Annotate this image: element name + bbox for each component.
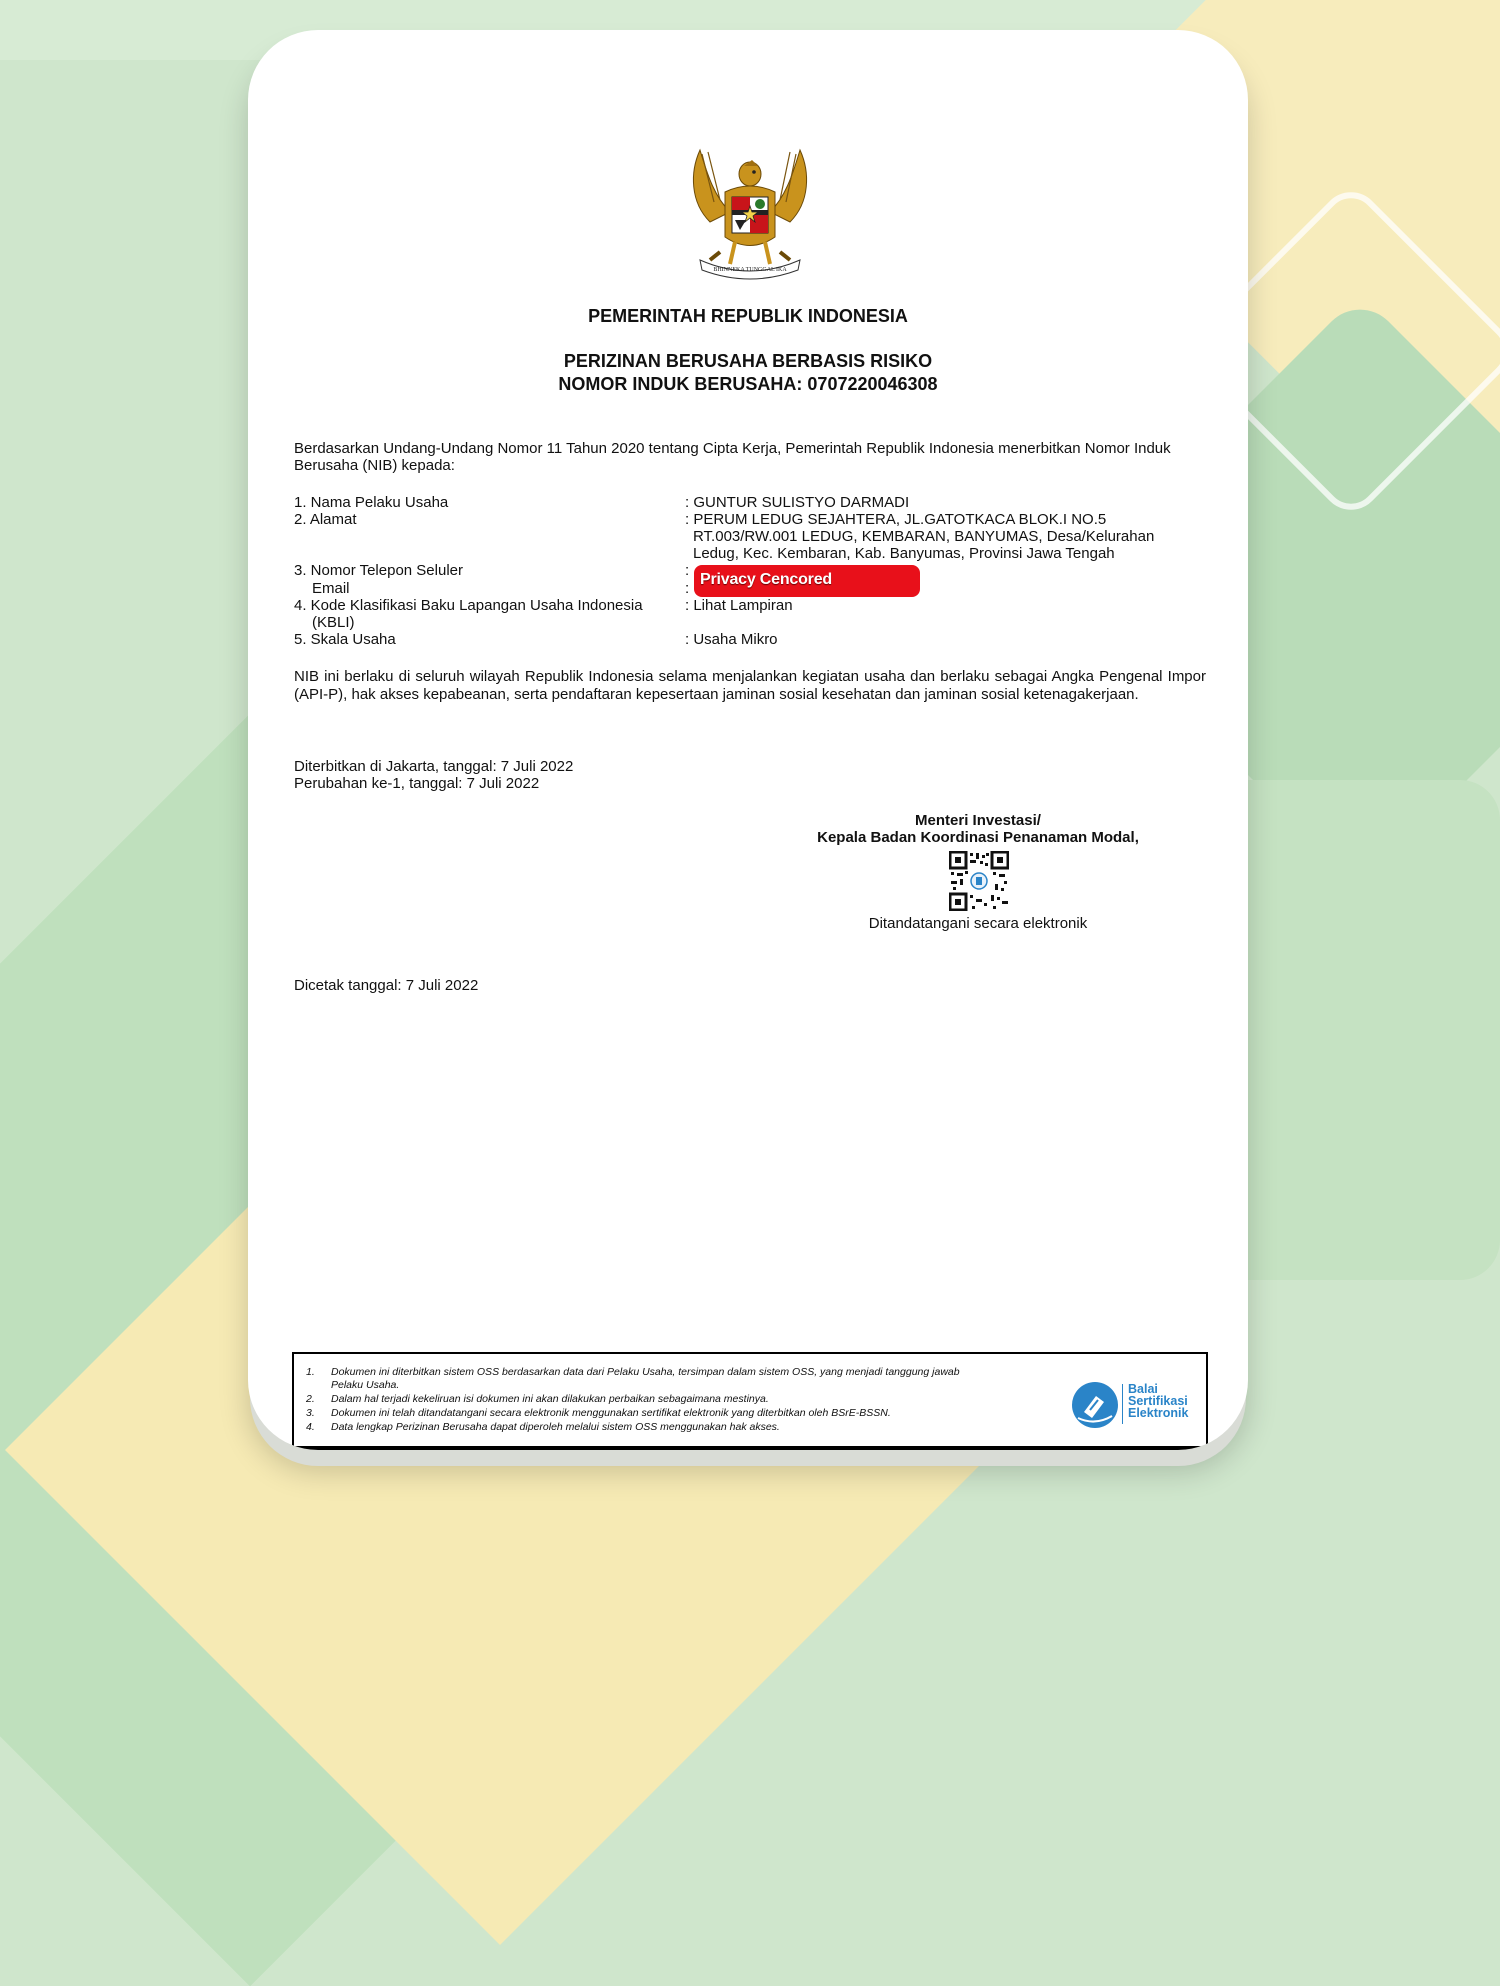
bsre-line-3: Elektronik [1128,1406,1189,1420]
footnote-3-number: 3. [306,1407,315,1419]
signatory-title-1: Menteri Investasi/ [915,812,1041,829]
intro-paragraph: Berdasarkan Undang-Undang Nomor 11 Tahun 2020 tentang Cipta Kerja, Pemerintah Republik Indonesia menerbitkan Nomor Induk Berusaha (NIB) kepada: [294,440,1171,474]
field-label-alamat: 2. Alamat [294,511,357,528]
footnote-1-number: 1. [306,1366,315,1378]
field-value-alamat-3: Ledug, Kec. Kembaran, Kab. Banyumas, Provinsi Jawa Tengah [693,545,1115,562]
document-card [248,30,1248,1450]
field-value-kbli: : Lihat Lampiran [685,597,793,614]
validity-paragraph: NIB ini berlaku di seluruh wilayah Republik Indonesia selama menjalankan kegiatan usaha dan berlaku sebagai Angka Pengenal Impor (API-P), hak akses kepabeanan, serta pendaftaran kepesertaan jaminan sosial kesehatan dan jaminan sosial ketenagakerjaan. [294,668,1206,703]
footnote-box [292,1352,1208,1448]
printed-date: Dicetak tanggal: 7 Juli 2022 [294,977,479,994]
field-value-skala: : Usaha Mikro [685,631,778,648]
garuda-emblem [680,142,820,287]
field-label-telepon: 3. Nomor Telepon Seluler [294,562,463,579]
government-heading: PEMERINTAH REPUBLIK INDONESIA [588,306,908,326]
qr-code [949,851,1009,911]
field-value-telepon: : [685,562,690,579]
footnote-3-text: Dokumen ini telah ditandatangani secara elektronik menggunakan sertifikat elektronik yang diterbitkan oleh BSrE-BSSN. [331,1407,891,1419]
field-value-alamat-2: RT.003/RW.001 LEDUG, KEMBARAN, BANYUMAS, Desa/Kelurahan [693,528,1155,545]
field-value-email: : [685,580,690,597]
field-label-email: Email [312,580,350,597]
field-label-kbli: 4. Kode Klasifikasi Baku Lapangan Usaha Indonesia [294,597,643,614]
bsre-line-2: Sertifikasi [1128,1394,1188,1408]
footnote-1-text-2: Pelaku Usaha. [331,1379,400,1391]
footnote-4-number: 4. [306,1421,315,1433]
privacy-censored-badge: Privacy Cencored [694,565,920,597]
signature-note: Ditandatangani secara elektronik [868,915,1088,932]
bsre-line-1: Balai [1128,1382,1158,1396]
footnote-2-number: 2. [306,1393,315,1405]
document-title: PERIZINAN BERUSAHA BERBASIS RISIKO [563,351,933,371]
footnote-2-text: Dalam hal terjadi kekeliruan isi dokumen ini akan dilakukan perbaikan sebagaimana mestinya. [331,1393,769,1405]
field-label-nama: 1. Nama Pelaku Usaha [294,494,449,511]
issued-line-2: Perubahan ke-1, tanggal: 7 Juli 2022 [294,775,540,792]
footnote-1-text: Dokumen ini diterbitkan sistem OSS berdasarkan data dari Pelaku Usaha, tersimpan dalam sistem OSS, yang menjadi tanggung jawab [331,1366,960,1378]
svg-text:BHINNEKA TUNGGAL IKA: BHINNEKA TUNGGAL IKA [713,267,787,273]
bsre-wordmark [1128,1383,1188,1419]
field-value-alamat-1: : PERUM LEDUG SEJAHTERA, JL.GATOTKACA BLOK.I NO.5 [685,511,1107,528]
field-value-nama: : GUNTUR SULISTYO DARMADI [685,494,910,511]
footnote-4-text: Data lengkap Perizinan Berusaha dapat diperoleh melalui sistem OSS menggunakan hak akses. [331,1421,780,1433]
field-label-skala: 5. Skala Usaha [294,631,396,648]
issued-line-1: Diterbitkan di Jakarta, tanggal: 7 Juli 2022 [294,758,574,775]
nib-number: NOMOR INDUK BERUSAHA: 0707220046308 [558,374,938,394]
field-label-kbli-2: (KBLI) [312,614,355,631]
bsre-logo-icon [1070,1380,1120,1430]
signatory-title-2: Kepala Badan Koordinasi Penanaman Modal, [817,829,1139,846]
bsre-divider [1122,1384,1123,1424]
